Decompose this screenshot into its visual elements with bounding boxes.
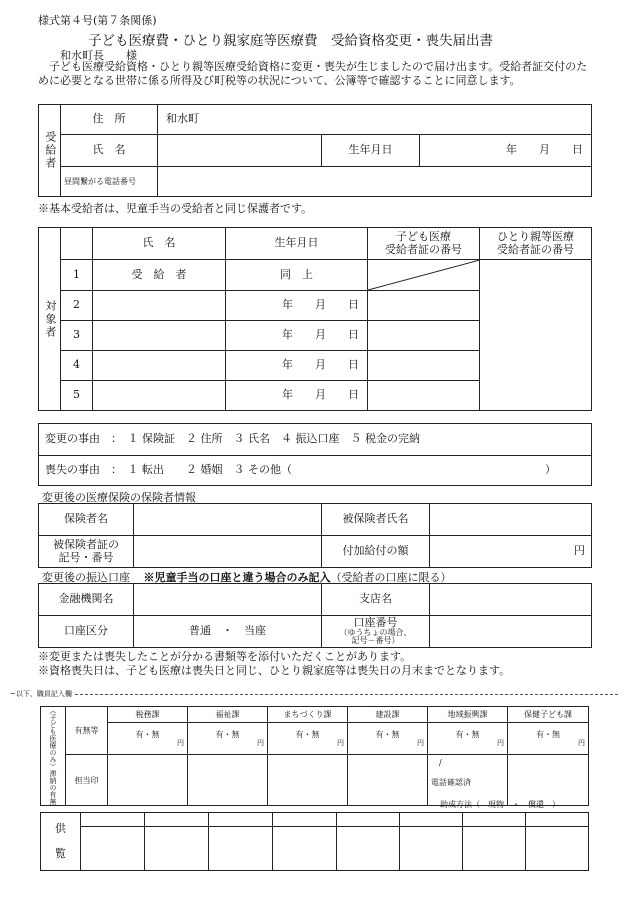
address-label: 住 所: [61, 105, 158, 135]
staff-divider-line: [10, 694, 618, 695]
insurer-field[interactable]: [134, 504, 322, 536]
branch-label: 支店名: [322, 584, 430, 616]
yen-text: 円: [578, 739, 585, 748]
stamp-label: 担当印: [66, 755, 108, 806]
circulation-label: 供 覧: [41, 813, 81, 871]
recipient-table: [38, 104, 592, 197]
reasons-table: [38, 423, 592, 486]
targets-col-name: 氏 名: [93, 228, 226, 260]
recipient-note: ※基本受給者は、児童手当の受給者と同じ保護者です。: [38, 202, 313, 215]
additional-benefit-field[interactable]: 円: [430, 536, 592, 568]
loss-reason-close: ）: [545, 463, 556, 476]
row-name: 受 給 者: [93, 260, 226, 291]
circ-head[interactable]: [526, 813, 589, 827]
consent-paragraph: 子ども医療受給資格・ひとり親等医療受給資格に変更・喪失が生じましたので届け出ます。受給者証交付のために必要となる世帯に係る所得及び町税等の状況について、公簿等で確認することに同意します。: [38, 60, 588, 87]
stamp-cell[interactable]: [508, 755, 589, 806]
cert-number-field[interactable]: [134, 536, 322, 568]
welfare-yesno-cell[interactable]: [188, 723, 268, 755]
insurance-table: [38, 503, 592, 568]
construction-yesno-cell[interactable]: [348, 723, 428, 755]
circ-stamp[interactable]: [81, 827, 145, 871]
child-cert-field[interactable]: [368, 321, 480, 351]
circ-stamp[interactable]: [145, 827, 209, 871]
regional-yesno-cell[interactable]: [428, 723, 508, 755]
insured-name-label: 被保険者氏名: [322, 504, 430, 536]
circ-stamp[interactable]: [273, 827, 337, 871]
note-2: ※資格喪失日は、子ども医療は喪失日と同じ、ひとり親家庭等は喪失日の月末までとなります。: [38, 664, 511, 677]
yesno-text: 有・無: [536, 730, 560, 740]
row-birth-field[interactable]: 年 月 日: [226, 351, 368, 381]
child-cert-field[interactable]: [368, 381, 480, 411]
dept-header: 地域振興課: [428, 707, 508, 723]
branch-field[interactable]: [430, 584, 592, 616]
regional-stamp-cell[interactable]: [428, 755, 508, 806]
single-cert-number-field[interactable]: [480, 260, 592, 411]
addressee: 和水町長 様: [60, 49, 137, 62]
note-1: ※変更または喪失したことが分かる書類等を添付いただくことがあります。: [38, 650, 412, 663]
circ-head[interactable]: [273, 813, 337, 827]
row-no: 4: [61, 351, 93, 381]
yesno-text: 有・無: [295, 730, 320, 740]
stamp-cell[interactable]: [268, 755, 348, 806]
has-label: 有無等: [66, 707, 108, 755]
row-name-field[interactable]: [93, 381, 226, 411]
account-number-label: [322, 616, 430, 648]
form-number: 様式第４号(第７条関係): [38, 14, 157, 27]
name-label: 氏 名: [61, 135, 158, 167]
health-yesno-cell[interactable]: [508, 723, 589, 755]
name-field[interactable]: [158, 135, 322, 167]
dept-header: 福祉課: [188, 707, 268, 723]
circ-head[interactable]: [337, 813, 400, 827]
phone-field[interactable]: [158, 167, 592, 197]
row-birth-field[interactable]: 年 月 日: [226, 321, 368, 351]
stamp-cell[interactable]: [348, 755, 428, 806]
form-title: 子ども医療費・ひとり親家庭等医療費 受給資格変更・喪失届出書: [88, 33, 493, 49]
birth-label: 生年月日: [322, 135, 420, 167]
dept-header: 建設課: [348, 707, 428, 723]
account-type-choice[interactable]: 普通 ・ 当座: [134, 616, 322, 648]
stamp-cell[interactable]: [108, 755, 188, 806]
phone-confirmed: 電話確認済: [431, 777, 471, 787]
stamp-cell[interactable]: [188, 755, 268, 806]
bank-heading-paren: （受給者の口座に限る）: [330, 571, 452, 584]
account-number-field[interactable]: [430, 616, 592, 648]
row-name-field[interactable]: [93, 291, 226, 321]
insured-name-field[interactable]: [430, 504, 592, 536]
loss-reason-row[interactable]: [39, 456, 592, 486]
row-name-field[interactable]: [93, 351, 226, 381]
dept-header: 保健子ども課: [508, 707, 589, 723]
account-type-label: 口座区分: [39, 616, 134, 648]
staff-table: [40, 706, 589, 806]
circ-stamp[interactable]: [526, 827, 589, 871]
circulation-table: [40, 812, 589, 871]
aid-method[interactable]: 助成方法（ 現物 ・ 償還 ）: [440, 800, 560, 809]
bank-heading-text: 変更後の振込口座: [42, 571, 130, 584]
row-no: 5: [61, 381, 93, 411]
circ-head[interactable]: [400, 813, 463, 827]
yesno-text: 有・無: [215, 730, 240, 740]
child-cert-field[interactable]: [368, 291, 480, 321]
circ-head[interactable]: [81, 813, 145, 827]
recipient-side-label: 受給者: [39, 105, 61, 197]
child-cert-number-crossed: [368, 260, 480, 291]
institution-field[interactable]: [134, 584, 322, 616]
insurer-label: 保険者名: [39, 504, 134, 536]
dept-header: まちづくり課: [268, 707, 348, 723]
tax-yesno-cell[interactable]: [108, 723, 188, 755]
yesno-text: 有・無: [455, 730, 480, 740]
insurance-heading: 変更後の医療保険の保険者情報: [42, 491, 196, 504]
cert-number-label: 被保険者証の 記号・番号: [39, 536, 134, 568]
yen-text: 円: [417, 739, 424, 748]
loss-reason-text: 喪失の事由 ： １ 転出 ２ 婚姻 ３ その他（: [45, 463, 292, 477]
circ-stamp[interactable]: [337, 827, 400, 871]
change-reason-row[interactable]: 変更の事由 ： １ 保険証 ２ 住所 ３ 氏名 ４ 振込口座 ５ 税金の完納: [39, 424, 592, 456]
targets-col-child-cert: 子ども医療 受給者証の番号: [368, 228, 480, 260]
bank-table: [38, 583, 592, 648]
table-row: [39, 260, 592, 291]
yesno-text: 有・無: [135, 730, 160, 740]
row-no: 3: [61, 321, 93, 351]
bank-heading-note: ※児童手当の口座と違う場合のみ記入: [143, 571, 331, 584]
row-birth-field[interactable]: 年 月 日: [226, 381, 368, 411]
targets-col-single-cert: ひとり親等医療 受給者証の番号: [480, 228, 592, 260]
staff-divider-label: ~以下、職員記入欄: [10, 689, 75, 699]
yesno-text: 有・無: [375, 730, 400, 740]
staff-side-label: （子ども医療のみ）滞納の有無: [41, 707, 66, 806]
targets-col-birth: 生年月日: [226, 228, 368, 260]
yen-text: 円: [337, 739, 344, 748]
yen-text: 円: [257, 739, 264, 748]
row-no: 2: [61, 291, 93, 321]
circ-head[interactable]: [145, 813, 209, 827]
row-birth-field[interactable]: 年 月 日: [226, 291, 368, 321]
dept-header: 税務課: [108, 707, 188, 723]
circ-head[interactable]: [209, 813, 273, 827]
child-cert-field[interactable]: [368, 351, 480, 381]
town-dev-yesno-cell[interactable]: [268, 723, 348, 755]
circ-stamp[interactable]: [209, 827, 273, 871]
institution-label: 金融機関名: [39, 584, 134, 616]
row-no: 1: [61, 260, 93, 291]
circ-stamp[interactable]: [400, 827, 463, 871]
circ-head[interactable]: [463, 813, 526, 827]
phone-label: 昼間繋がる電話番号: [61, 167, 158, 197]
circ-stamp[interactable]: [463, 827, 526, 871]
account-number-sub: （ゆうちょの場合、 記号－番号）: [339, 627, 412, 646]
targets-table: [38, 227, 592, 411]
additional-benefit-label: 付加給付の額: [322, 536, 430, 568]
row-birth: 同 上: [226, 260, 368, 291]
row-name-field[interactable]: [93, 321, 226, 351]
address-field[interactable]: 和水町: [158, 105, 592, 135]
yen-text: 円: [177, 739, 184, 748]
yen-text: 円: [497, 739, 504, 748]
targets-side-label: 対象者: [39, 228, 61, 411]
slash-mark: /: [439, 758, 442, 768]
birth-field[interactable]: 年 月 日: [420, 135, 592, 167]
account-number-label-text: 口座番号: [353, 616, 398, 630]
